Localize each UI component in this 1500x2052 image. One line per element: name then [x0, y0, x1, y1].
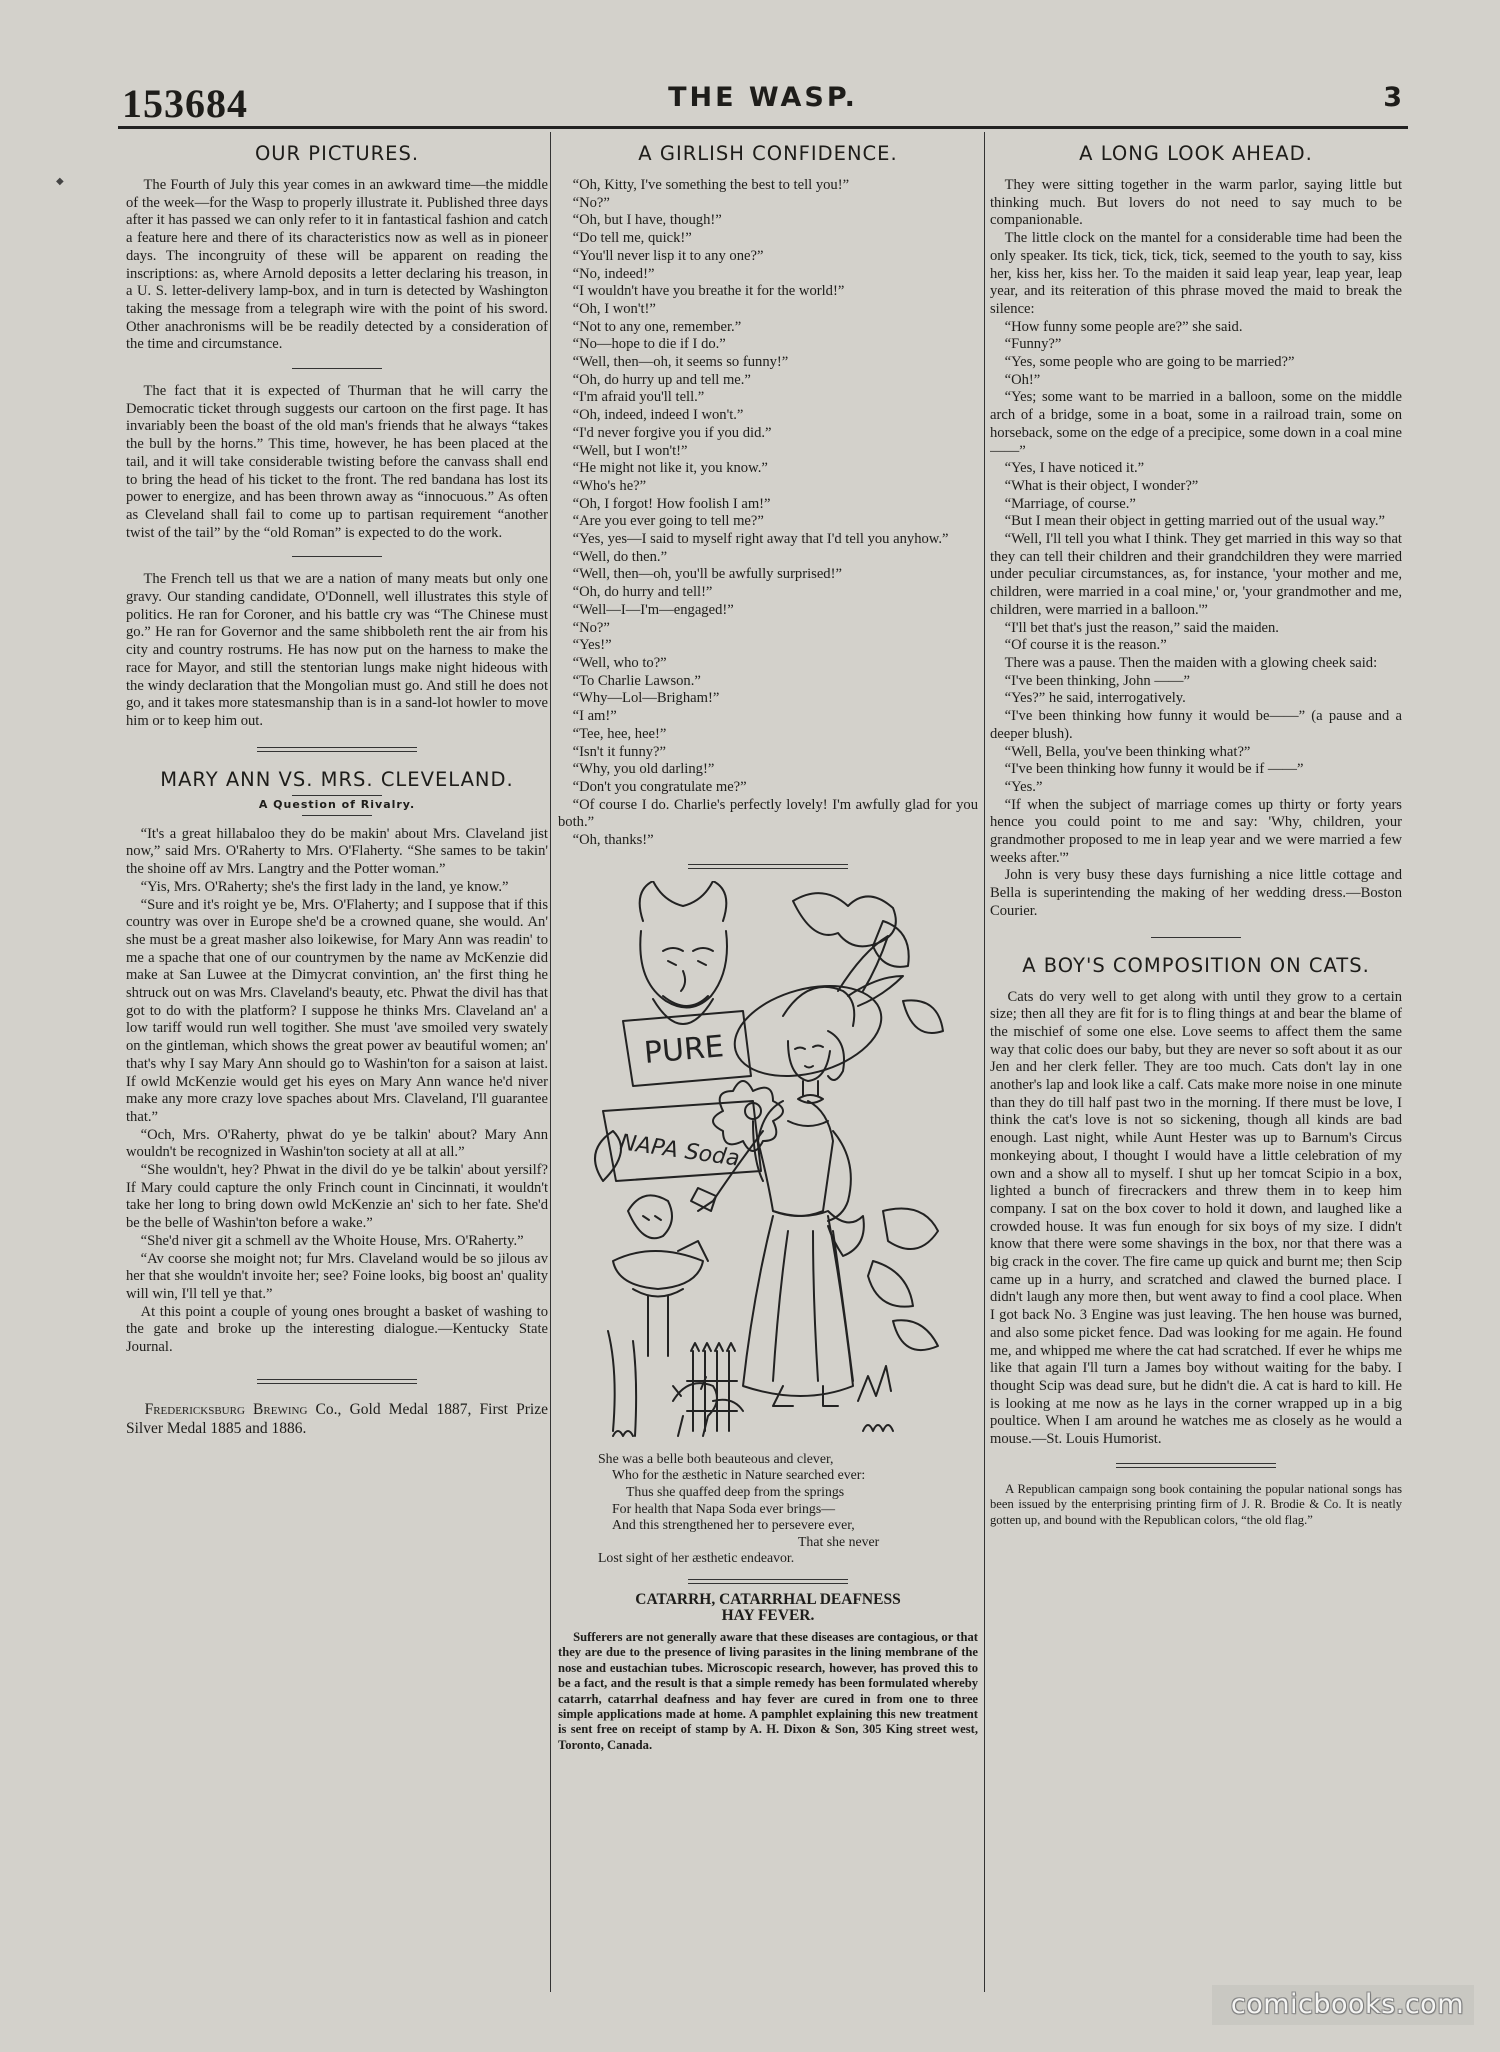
watermark-text: comicbooks.com — [1230, 1989, 1464, 2020]
poem-line: For health that Napa Soda ever brings— — [612, 1500, 835, 1516]
dialogue-line: “Oh, thanks!” — [572, 832, 654, 849]
dialogue-line: “Oh, do hurry and tell!” — [572, 584, 713, 601]
article-paragraph: “I've been thinking, John ——” — [1004, 672, 1191, 689]
dialogue-line: “You'll never lisp it to any one?” — [572, 247, 764, 264]
dialogue-line: “Oh, I forgot! How foolish I am!” — [572, 495, 771, 512]
dialogue-lines — [558, 177, 978, 850]
issue-number: 153684 — [122, 81, 248, 126]
sign-napa-soda: NAPA Soda — [618, 1129, 742, 1172]
article-paragraph: “Marriage, of course.” — [1004, 495, 1136, 512]
article-paragraph: “How funny some people are?” she said. — [1004, 318, 1243, 335]
page-number: 3 — [1383, 82, 1402, 113]
column-rule — [550, 132, 551, 1992]
dialogue-line: “Oh, I won't!” — [572, 300, 656, 317]
column-rule — [984, 132, 985, 1992]
dialogue-line: “Oh, but I have, though!” — [572, 212, 722, 229]
dialogue-line: “Well, then—oh, you'll be awfully surprised!” — [572, 566, 842, 583]
article-paragraph: “Yes; some want to be married in a balloon, some on the middle arch of a bridge, some in a boat, some in a railroad train, some on horseback, some on the edge of a precipice, some down in a coal mine ——” — [990, 389, 1402, 459]
dialogue-line: “Well, do then.” — [572, 548, 668, 565]
article-paragraph: “She wouldn't, hey? Phwat in the divil do ye be talkin' about yersilf? If Mary could capture the only Frinch count in Cincinnati, it wouldn't take her long to bring down owld McKenzie an' sich to her fate. She'd be the belle of Washin'ton before a wake.” — [126, 1162, 548, 1232]
dialogue-line: “Who's he?” — [572, 477, 647, 494]
poem-line: Lost sight of her æsthetic endeavor. — [598, 1550, 795, 1566]
article-title-long-look: A LONG LOOK AHEAD. — [1079, 142, 1313, 165]
article-paragraph: “Oh!” — [1004, 371, 1041, 388]
dialogue-line: “Are you ever going to tell me?” — [572, 513, 764, 530]
double-divider — [257, 747, 417, 752]
dialogue-line: “I'm afraid you'll tell.” — [572, 389, 705, 406]
dialogue-line: “No—hope to die if I do.” — [572, 336, 726, 353]
dialogue-line: “Oh, do hurry up and tell me.” — [572, 371, 751, 388]
brewing-advertisement — [126, 1400, 548, 1438]
notice-text: A Republican campaign song book containing the popular national songs has been issued by the enterprising printing firm of J. R. Brodie & Co. It is neatly gotten up, and bound with the Republican colors, “the old flag.” — [990, 1481, 1402, 1527]
dialogue-line: “No, indeed!” — [572, 265, 655, 282]
article-body — [990, 177, 1402, 921]
poem-line: She was a belle both beauteous and clever, — [598, 1450, 834, 1466]
article-paragraph: “I've been thinking how funny it would be if ——” — [1004, 761, 1304, 778]
dialogue-line: “Of course I do. Charlie's perfectly lovely! I'm awfully glad for you both.” — [558, 796, 978, 831]
article-paragraph: “Well, Bella, you've been thinking what?” — [1004, 743, 1251, 760]
article-paragraph: “If when the subject of marriage comes up thirty or forty years hence you could point to me and say: 'Why, children, your grandmother proposed to me in leap year and we were married a few weeks after.'” — [990, 796, 1402, 866]
dialogue-line: “Tee, hee, hee!” — [572, 725, 667, 742]
watermark — [1212, 1985, 1474, 2025]
article-paragraph: “Funny?” — [1004, 336, 1062, 353]
napa-soda-illustration — [583, 881, 953, 1443]
article-paragraph: “She'd niver git a schmell av the Whoite House, Mrs. O'Raherty.” — [140, 1232, 524, 1249]
dialogue-line: “Well, who to?” — [572, 654, 667, 671]
article-paragraph: “Och, Mrs. O'Raherty, phwat do ye be talkin' about? Mary Ann wouldn't be recognized in Washin'ton society at all at all.” — [126, 1126, 548, 1161]
article-paragraph: “Yes, I have noticed it.” — [1004, 460, 1145, 477]
dialogue-line: “Well, then—oh, it seems so funny!” — [572, 354, 789, 371]
dialogue-line: “Isn't it funny?” — [572, 743, 666, 760]
dialogue-line: “No?” — [572, 619, 610, 636]
poem-line: And this strengthened her to persevere ever, — [612, 1517, 855, 1533]
ad-body: Sufferers are not generally aware that these diseases are contagious, or that they are due to the presence of living parasites in the lining membrane of the nose and eustachian tubes. Microscopic research, however, has proved this to be a fact, and the result is that a simple remedy has been formulated whereby catarrh, catarrhal deafness and hay fever are cured in from one to three simple applications made at home. A pamphlet explaining this new treatment is sent free on receipt of stamp by A. H. Dixon & Son, 305 King street west, Toronto, Canada. — [558, 1629, 978, 1752]
dialogue-line: “Yes, yes—I said to myself right away that I'd tell you anyhow.” — [572, 531, 949, 548]
article-paragraph: “But I mean their object in getting married out of the usual way.” — [1004, 513, 1385, 530]
divider — [292, 795, 382, 796]
brewery-name: Fredericksburg Brewing — [144, 1400, 308, 1418]
dialogue-line: “Yes!” — [572, 637, 612, 654]
ad-heading — [558, 1592, 978, 1624]
masthead — [118, 76, 1408, 129]
dialogue-line: “He might not like it, you know.” — [572, 460, 768, 477]
article-paragraph: “Yes?” he said, interrogatively. — [1004, 690, 1186, 707]
catarrh-advertisement — [558, 1592, 978, 1753]
poem-line: That she never — [798, 1533, 880, 1549]
dialogue-line: “Oh, Kitty, I've something the best to tell you!” — [572, 177, 850, 193]
article-paragraph: “Yes, some people who are going to be married?” — [1004, 354, 1295, 371]
article-subtitle: A Question of Rivalry. — [258, 797, 416, 811]
republican-notice — [990, 1482, 1402, 1528]
article-paragraph: The Fourth of July this year comes in an awkward time—the middle of the week—for the Wasp to properly illustrate it. Published three days after it has passed we can only refer to it in fantastical fashion and catch a feature here and there of its characteristics now as well as in pioneer days. The incongruity of these will be apparent on reading the inscriptions: as, where Arnold deposits a letter declaring his treason, in a U. S. letter-delivery lamp-box, and in turn is detected by Washington taking the message from a telegraph wire with the point of his sword. Other anachronisms will be be readily detected by a consideration of the time and circumstance. — [126, 177, 548, 353]
poem-line: Thus she quaffed deep from the springs — [626, 1483, 845, 1499]
article-paragraph: “I've been thinking how funny it would be——” (a pause and a deeper blush). — [990, 708, 1402, 742]
dialogue-line: “Not to any one, remember.” — [572, 318, 742, 335]
article-paragraph: “Of course it is the reason.” — [1004, 637, 1167, 654]
column-2 — [558, 136, 978, 1986]
article-paragraph: At this point a couple of young ones brought a basket of washing to the gate and broke up the interesting dialogue.—Kentucky State Journal. — [126, 1303, 548, 1356]
ad-heading-line: CATARRH, CATARRHAL DEAFNESS — [635, 1590, 901, 1608]
article-paragraph: “It's a great hillabaloo they do be makin' about Mrs. Claveland jist now,” said Mrs. O'Raherty to Mrs. O'Flaherty. “She sames to be takin' the shoine off av Mrs. Langtry and the Potter woman.” — [126, 825, 548, 878]
ad-heading-line: HAY FEVER. — [721, 1606, 815, 1624]
dialogue-line: “I'd never forgive you if you did.” — [572, 424, 772, 441]
margin-mark: ◆ — [56, 176, 64, 187]
article-title-boys-composition: A BOY'S COMPOSITION ON CATS. — [1022, 953, 1370, 977]
dialogue-line: “To Charlie Lawson.” — [572, 672, 701, 689]
divider — [292, 368, 382, 369]
article-paragraph: They were sitting together in the warm parlor, saying little but thinking much. But lovers do not need to say much to be companionable. — [990, 177, 1402, 229]
article-paragraph: “Well, I'll tell you what I think. They get married in this way so that they can tell their children and their grandchildren they were married under peculiar circumstances, as, for instance, 'your mother and me, children, were married in a coal mine,' or, 'your grandmother and me, children, were married in a balloon.'” — [990, 531, 1402, 618]
dialogue-line: “Well—I—I'm—engaged!” — [572, 601, 734, 618]
article-paragraph: Cats do very well to get along with until they grow to a certain size; then all they are fit for is to fling things at and bear the blame of the mischief of some one else. Love seems to affect them the same way that colic does our baby, but they are never so soft about it as our Jen and her clerk feller. They are too much. Cats don't lay in one another's lap and look like a calf. Cats make more noise in one minute than they do till half past two in the morning. If there must be love, I think the cat's love is not so sickening, though all kinds are bad enough. Last night, while Aunt Hester was up to Barnum's Circus monkeying about, I thought I would have a little celebration of my own and a show all to myself. I shut up her tomcat Scipio in a box, lighted a bunch of firecrackers and threw them in to keep him company. I sat on the box cover to hold it down, and laughed like a crowded house. It was fun enough for six boys of my size. I didn't know that there were some shavings in the box, nor that there was a big crack in the cover. The fire came up quick and burnt me; then Scip came up in a hurry, and scratched and clawed the burned place. I didn't laugh any more then, but went away to find a cool place. When I got back No. 3 Engine was just leaving. The hen house was burned, and also some picket fence. Dad was looking for me again. He found me, and whipped me where the cat had scratched. If ever he whips me like that again I'll turn a James boy without waiting for the baby. I thought Scip was dead sure, but he didn't die. A cat is hard to kill. He is looking at me now as he lays in the corner wrapped up in a big poultice. When I am around he watches me as closely as he would a mouse.—St. Louis Humorist. — [990, 988, 1402, 1448]
newspaper-page — [118, 76, 1408, 1981]
article-title-our-pictures: OUR PICTURES. — [254, 142, 420, 165]
dialogue-line: “No?” — [572, 194, 610, 211]
poem — [598, 1451, 978, 1567]
column-1 — [126, 136, 548, 1986]
poem-line: Who for the æsthetic in Nature searched ever: — [612, 1467, 866, 1483]
article-paragraph: “Yes.” — [1004, 778, 1043, 795]
dialogue-line: “I am!” — [572, 708, 617, 725]
article-paragraph: “I'll bet that's just the reason,” said the maiden. — [1004, 619, 1279, 636]
article-paragraph: “What is their object, I wonder?” — [1004, 477, 1199, 494]
article-paragraph: The little clock on the mantel for a considerable time had been the only speaker. Its tick, tick, tick, tick, seemed to the youth to say, kiss her, kiss her, kiss her. To the maiden it said leap year, leap year, leap year, and its reiteration of this phrase moved the maid to break the silence: — [990, 230, 1402, 317]
article-title-girlish: A GIRLISH CONFIDENCE. — [638, 142, 898, 165]
double-divider — [1116, 1463, 1276, 1468]
divider — [1151, 937, 1241, 938]
divider — [292, 556, 382, 557]
article-paragraph: “Sure and it's roight ye be, Mrs. O'Flaherty; and I suppose that if this country was over in Europe she'd be a crowned quane, she would. An' she must be a great masher also loikewise, for Mary Ann was readin' to me a spache that one of our countrymen by the name av McKenzie did make at San Luwee at the Dimycrat convintion, an' the first thing he shtruck out on was Mrs. Claveland's beauty, etc. Phwat the divil has that got to do with the platform? I suppose he thinks Mrs. Claveland an' a low tariff would run well togither. She must 'ave smoiled very swately on the gintleman, which shows the great power av beautiful women; an' that's why I say Mary Ann should go to Washin'ton for a saison at laist. If owld McKenzie would get his eyes on Mary Ann wance he'd niver make any more crazy love spaches about Mrs. Claveland, I'll guarantee that.” — [126, 896, 548, 1125]
dialogue-line: “I wouldn't have you breathe it for the world!” — [572, 283, 845, 300]
dialogue-line: “Why—Lol—Brigham!” — [572, 690, 720, 707]
brewery-text: Co., Gold Medal 1887, First Prize Silver Medal 1885 and 1886. — [126, 1400, 548, 1437]
sign-pure: PURE — [642, 1028, 726, 1071]
double-divider — [688, 864, 848, 869]
article-paragraph: The French tell us that we are a nation of many meats but only one gravy. Our standing candidate, O'Donnell, well illustrates this style of politics. He ran for Coroner, and his battle cry was “The Chinese must go.” He ran for Governor and the same shibboleth rent the air from his city and country rostrums. He has now put on the harness to make the race for Mayor, and still the stentorian lungs make night hideous with the windy declaration that the Mongolian must go. And still he does not go, and it takes more statesmanship than is in a sand-lot howler to move him or to keep him out. — [126, 571, 548, 729]
column-3 — [990, 136, 1402, 1986]
article-paragraph: John is very busy these days furnishing a nice little cottage and Bella is superintending the making of her wedding dress.—Boston Courier. — [990, 867, 1402, 919]
double-divider — [688, 1579, 848, 1584]
article-paragraph: “Av coorse she moight not; fur Mrs. Claveland would be so jilous av her that she wouldn't invoite her; see? Foine looks, big boost an' quality will win, I'll tell ye that.” — [126, 1250, 548, 1302]
dialogue-line: “Well, but I won't!” — [572, 442, 688, 459]
dialogue-line: “Why, you old darling!” — [572, 761, 715, 778]
article-paragraph: “Yis, Mrs. O'Raherty; she's the first lady in the land, ye know.” — [140, 878, 509, 895]
article-paragraph: There was a pause. Then the maiden with a glowing cheek said: — [1004, 654, 1378, 671]
dialogue-line: “Do tell me, quick!” — [572, 230, 692, 247]
dialogue-line: “Oh, indeed, indeed I won't.” — [572, 407, 744, 424]
double-divider — [257, 1379, 417, 1384]
divider — [302, 815, 372, 816]
article-paragraph: The fact that it is expected of Thurman that he will carry the Democratic ticket through suggests our cartoon on the first page. It has invariably been the boast of the old man's friends that he always “takes the bull by the horns.” This time, however, he has been placed at the tail, and it will take considerable twisting before the canvass shall end to bring the head of his ticket to the front. The red bandana has lost its power to energize, and has been thrown away as “innocuous.” As often as Cleveland shall fail to come up to partisan requirement “another twist of the tail” by the “old Roman” is expected to do the work. — [126, 383, 548, 541]
publication-title: THE WASP. — [668, 82, 858, 113]
dialogue-line: “Don't you congratulate me?” — [572, 778, 747, 795]
article-title-mary-ann: MARY ANN VS. MRS. CLEVELAND. — [160, 767, 514, 791]
